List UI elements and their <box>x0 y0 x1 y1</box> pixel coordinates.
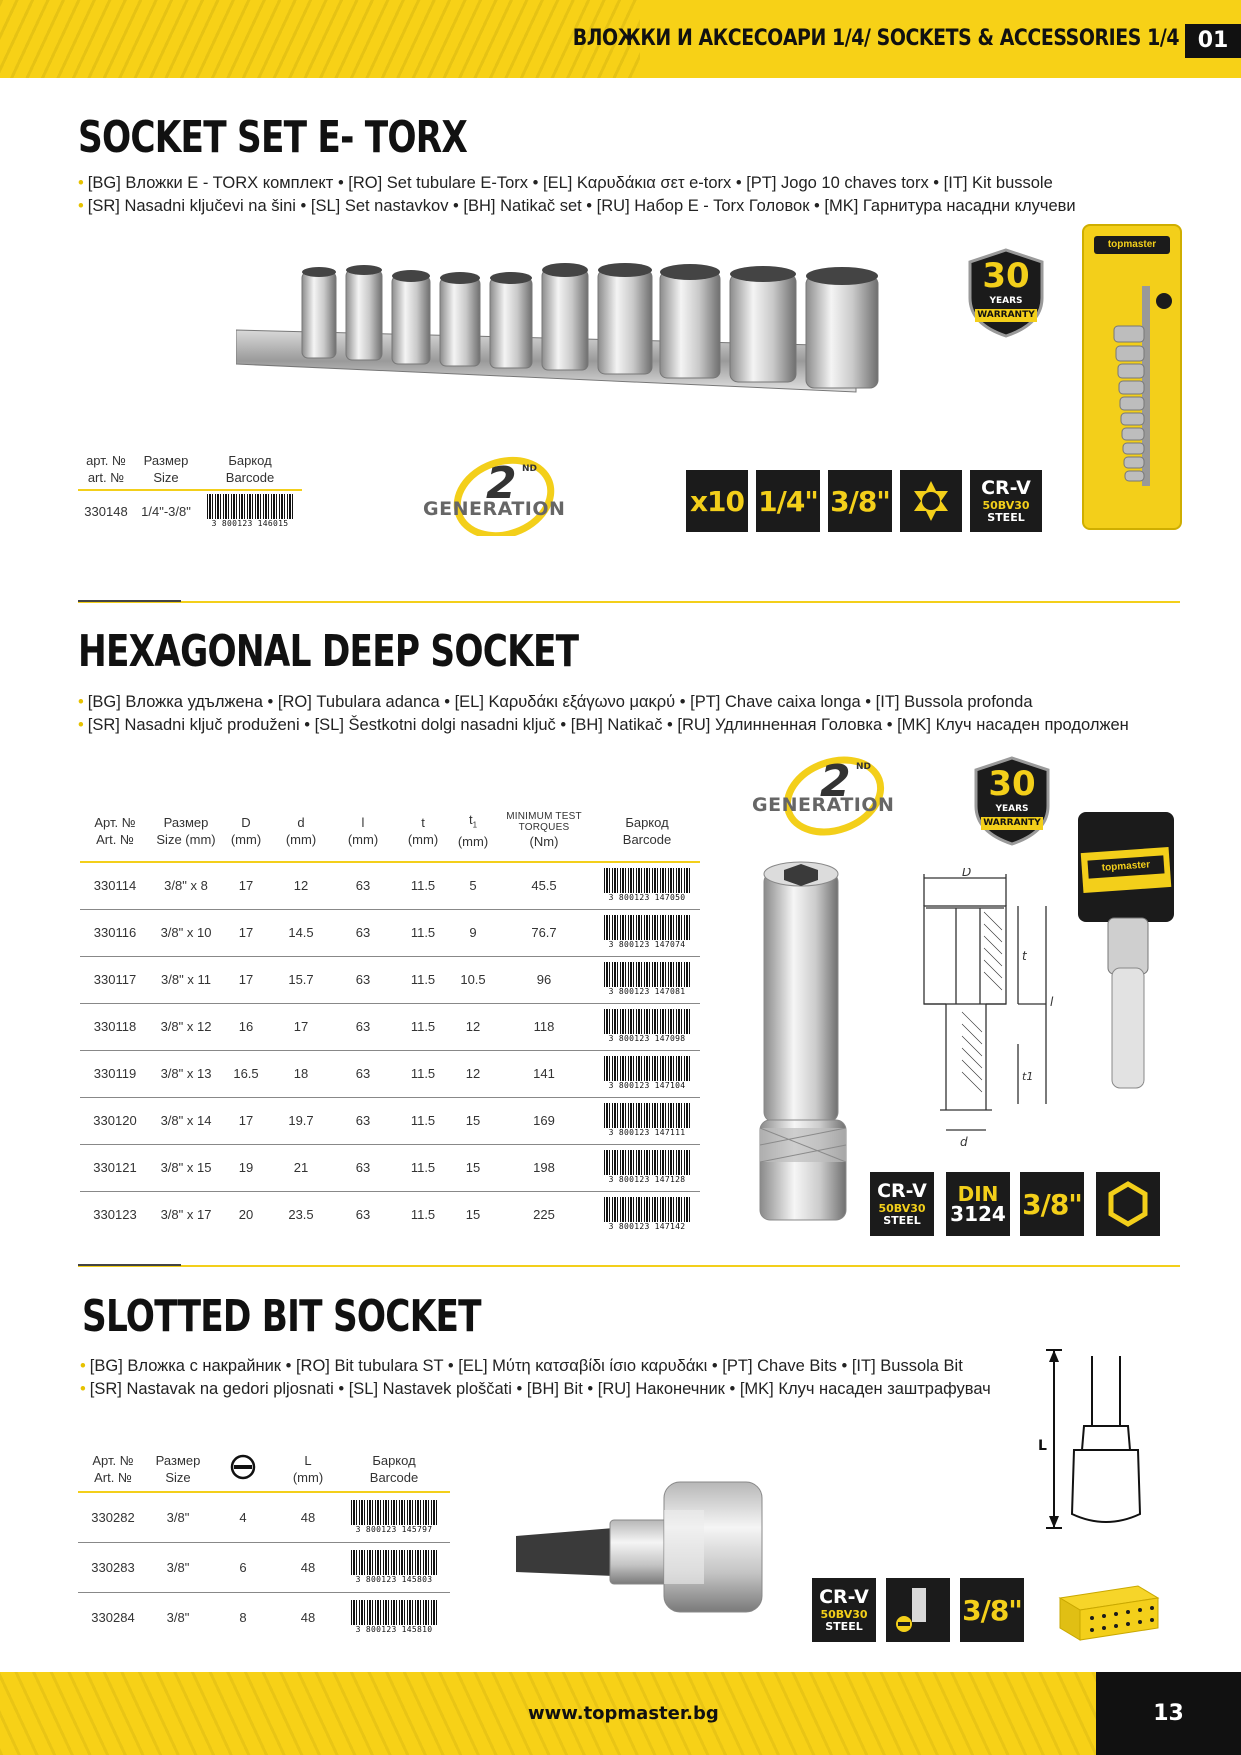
cell-L: 48 <box>278 1542 338 1592</box>
cell-d: 14.5 <box>270 909 332 956</box>
cell-art: 330117 <box>80 956 150 1003</box>
deep-socket-image <box>758 858 850 1230</box>
slotted-bit-socket-image <box>514 1470 774 1630</box>
cell-t1: 12 <box>452 1050 494 1097</box>
drawing-label-L: L <box>1038 1438 1047 1454</box>
drawing-label-t: t <box>1022 949 1027 963</box>
barcode: 3 800123 145797 <box>348 1498 440 1534</box>
badge-drive-3-8: 3/8" <box>960 1578 1024 1642</box>
cell-art: 330116 <box>80 909 150 956</box>
cell-d: 12 <box>270 862 332 909</box>
section-divider <box>78 601 1180 603</box>
table-row <box>80 956 700 1003</box>
cell-L: 48 <box>278 1592 338 1642</box>
cell-size: 3/8" <box>148 1492 208 1542</box>
cell-l: 63 <box>332 956 394 1003</box>
col-size: Размер Size <box>148 1446 208 1492</box>
col-art: Арт. № Art. № <box>80 800 150 862</box>
cell-slot: 4 <box>208 1492 278 1542</box>
col-size: Размер Size <box>134 448 198 490</box>
packaging-box-image <box>1054 1580 1164 1642</box>
cell-barcode <box>594 1003 700 1050</box>
table-row <box>80 1003 700 1050</box>
cell-t: 11.5 <box>394 956 452 1003</box>
cell-t1: 15 <box>452 1144 494 1191</box>
cell-D: 19 <box>222 1144 270 1191</box>
col-t1: $t_1$ (mm) <box>452 800 494 862</box>
cell-barcode <box>594 1191 700 1238</box>
cell-barcode <box>594 1050 700 1097</box>
cell-D: 17 <box>222 956 270 1003</box>
package-brand: topmaster <box>1087 855 1164 878</box>
table-row <box>78 490 302 532</box>
cell-size: 3/8" <box>148 1592 208 1642</box>
barcode: 3 800123 147111 <box>601 1101 693 1137</box>
slotted-tip-icon <box>230 1454 256 1480</box>
col-l: l (mm) <box>332 800 394 862</box>
barcode: 3 800123 147081 <box>601 960 693 996</box>
badge-count: x10 <box>686 470 748 532</box>
cell-slot: 6 <box>208 1542 278 1592</box>
section2-description: • [BG] Вложка удължена • [RO] Tubulara adanca • [EL] Καρυδάκι εξάγωνο μακρύ • [PT] Chave caixa longa • [IT] Bussola profonda • [SR] Nasadni ključ produženi • [SL] Šestkotni dolgi nasadni ključ • [BH] Natikač • [RU] Удлинненная Головка • [MK] Клуч насаден продолжен <box>78 693 1129 734</box>
barcode: 3 800123 147098 <box>601 1007 693 1043</box>
barcode: 3 800123 145810 <box>348 1598 440 1634</box>
cell-d: 15.7 <box>270 956 332 1003</box>
cell-torque: 169 <box>494 1097 594 1144</box>
cell-D: 17 <box>222 1097 270 1144</box>
badge-drive-1-4: 1/4" <box>756 470 820 532</box>
cell-torque: 76.7 <box>494 909 594 956</box>
drawing-label-D: D <box>962 868 972 879</box>
cell-barcode <box>338 1542 450 1592</box>
package-brand: topmaster <box>1094 236 1170 254</box>
footer-url[interactable]: www.topmaster.bg <box>528 1703 719 1724</box>
section1-title: SOCKET SET E- TORX <box>78 112 468 163</box>
cell-size: 1/4"-3/8" <box>141 504 191 519</box>
cell-size: 3/8" x 13 <box>150 1050 222 1097</box>
col-L: L (mm) <box>278 1446 338 1492</box>
barcode: 3 800123 147128 <box>601 1148 693 1184</box>
cell-t1: 12 <box>452 1003 494 1050</box>
package-image <box>1072 812 1182 1112</box>
badge-crv-steel: CR-V 50BV30 STEEL <box>812 1578 876 1642</box>
section2-title: HEXAGONAL DEEP SOCKET <box>78 626 579 677</box>
cell-t: 11.5 <box>394 862 452 909</box>
table-row <box>80 909 700 956</box>
cell-barcode <box>338 1492 450 1542</box>
cell-art: 330283 <box>78 1542 148 1592</box>
bit-dimension-drawing <box>1032 1346 1160 1536</box>
section3-table <box>78 1446 450 1642</box>
page-number: 13 <box>1096 1672 1241 1755</box>
cell-t1: 5 <box>452 862 494 909</box>
cell-size: 3/8" x 11 <box>150 956 222 1003</box>
cell-d: 21 <box>270 1144 332 1191</box>
section2-desc-line2: [SR] Nasadni ključ produženi • [SL] Šestkotni dolgi nasadni ključ • [BH] Natikač • [RU] Удлинненная Головка • [MK] Клуч насаден продолжен <box>87 716 1129 734</box>
cell-l: 63 <box>332 1144 394 1191</box>
generation-logo: 2 ND GENERATION <box>748 756 918 836</box>
cell-size: 3/8" x 12 <box>150 1003 222 1050</box>
cell-art: 330148 <box>84 504 128 519</box>
cell-D: 16.5 <box>222 1050 270 1097</box>
col-d: d (mm) <box>270 800 332 862</box>
cell-size: 3/8" x 17 <box>150 1191 222 1238</box>
section3-desc-line1: [BG] Вложка с накрайник • [RO] Bit tubulara ST • [EL] Μύτη κατσαβίδι ίσιο καρυδάκι • [PT] Chave Bits • [IT] Bussola Bit <box>89 1357 963 1375</box>
cell-t: 11.5 <box>394 1097 452 1144</box>
cell-t1: 9 <box>452 909 494 956</box>
cell-barcode <box>198 490 302 532</box>
table-row <box>78 1492 450 1542</box>
table-row <box>80 862 700 909</box>
cell-t1: 15 <box>452 1097 494 1144</box>
torx-socket-set-image <box>236 248 896 416</box>
cell-l: 63 <box>332 1097 394 1144</box>
table-row <box>78 1542 450 1592</box>
table-row <box>78 1592 450 1642</box>
drawing-label-l: l <box>1050 995 1054 1009</box>
cell-L: 48 <box>278 1492 338 1542</box>
section3-title: SLOTTED BIT SOCKET <box>82 1291 481 1342</box>
table-row <box>80 1144 700 1191</box>
cell-art: 330118 <box>80 1003 150 1050</box>
drawing-label-t1: t1 <box>1022 1070 1034 1083</box>
cell-barcode <box>594 956 700 1003</box>
cell-size: 3/8" x 8 <box>150 862 222 909</box>
cell-l: 63 <box>332 1003 394 1050</box>
col-size: Размер Size (mm) <box>150 800 222 862</box>
barcode: 3 800123 147050 <box>601 866 693 902</box>
cell-D: 20 <box>222 1191 270 1238</box>
table-row <box>80 1191 700 1238</box>
cell-barcode <box>594 862 700 909</box>
cell-slot: 8 <box>208 1592 278 1642</box>
package-image <box>1082 224 1182 530</box>
cell-art: 330121 <box>80 1144 150 1191</box>
cell-t: 11.5 <box>394 1144 452 1191</box>
badge-drive-3-8: 3/8" <box>1020 1172 1084 1236</box>
cell-torque: 45.5 <box>494 862 594 909</box>
section-divider <box>78 1265 1180 1267</box>
cell-l: 63 <box>332 862 394 909</box>
cell-d: 18 <box>270 1050 332 1097</box>
cell-art: 330114 <box>80 862 150 909</box>
section1-desc-line2: [SR] Nasadni ključevi na šini • [SL] Set nastavkov • [BH] Natikač set • [RU] Набор E - Torx Головок • [MK] Гарнитура насадни клучеви <box>87 197 1076 215</box>
chapter-badge: 01 <box>1185 24 1241 58</box>
cell-art: 330282 <box>78 1492 148 1542</box>
col-slot <box>208 1446 278 1492</box>
barcode: 3 800123 147074 <box>601 913 693 949</box>
section3-desc-line2: [SR] Nastavak na gedori pljosnati • [SL] Nastavek ploščati • [BH] Bit • [RU] Наконечник • [MK] Клуч насаден заштрафувач <box>89 1380 991 1398</box>
technical-drawing <box>896 868 1060 1150</box>
cell-t: 11.5 <box>394 909 452 956</box>
cell-torque: 118 <box>494 1003 594 1050</box>
cell-d: 19.7 <box>270 1097 332 1144</box>
warranty-shield: 30 YEARS WARRANTY <box>966 248 1046 338</box>
cell-torque: 198 <box>494 1144 594 1191</box>
cell-d: 23.5 <box>270 1191 332 1238</box>
cell-t: 11.5 <box>394 1191 452 1238</box>
cell-torque: 225 <box>494 1191 594 1238</box>
cell-size: 3/8" x 14 <box>150 1097 222 1144</box>
col-barcode: Баркод Barcode <box>198 448 302 490</box>
badge-drive-3-8: 3/8" <box>828 470 892 532</box>
cell-t1: 15 <box>452 1191 494 1238</box>
cell-art: 330284 <box>78 1592 148 1642</box>
cell-D: 16 <box>222 1003 270 1050</box>
cell-D: 17 <box>222 862 270 909</box>
barcode: 3 800123 146015 <box>204 492 296 528</box>
section1-table <box>78 448 302 532</box>
cell-l: 63 <box>332 1191 394 1238</box>
slotted-bit-icon <box>886 1578 950 1642</box>
cell-t: 11.5 <box>394 1003 452 1050</box>
col-art: арт. № art. № <box>78 448 134 490</box>
barcode: 3 800123 147104 <box>601 1054 693 1090</box>
col-D: D (mm) <box>222 800 270 862</box>
cell-size: 3/8" x 15 <box>150 1144 222 1191</box>
col-barcode: Баркод Barcode <box>594 800 700 862</box>
barcode: 3 800123 145803 <box>348 1548 440 1584</box>
package-sockets-icon <box>1084 266 1184 516</box>
section2-table <box>80 800 700 1238</box>
badge-crv-steel: CR-V 50BV30 STEEL <box>870 1172 934 1236</box>
cell-size: 3/8" <box>148 1542 208 1592</box>
badge-crv-steel: CR-V 50BV30 STEEL <box>970 470 1042 532</box>
cell-barcode <box>594 909 700 956</box>
cell-barcode <box>594 1097 700 1144</box>
hexagon-icon <box>1096 1172 1160 1236</box>
section1-desc-line1: [BG] Вложки E - TORX комплект • [RO] Set tubulare E-Torx • [EL] Καρυδάκια σετ e-torx • [PT] Jogo 10 chaves torx • [IT] Kit bussole <box>87 174 1053 192</box>
table-row <box>80 1097 700 1144</box>
package-socket-icon <box>1072 908 1182 1108</box>
cell-D: 17 <box>222 909 270 956</box>
cell-torque: 96 <box>494 956 594 1003</box>
col-barcode: Баркод Barcode <box>338 1446 450 1492</box>
section3-description: • [BG] Вложка с накрайник • [RO] Bit tubulara ST • [EL] Μύτη κατσαβίδι ίσιο καρυδάκι • [PT] Chave Bits • [IT] Bussola Bit • [SR] Nastavak na gedori pljosnati • [SL] Nastavek ploščati • [BH] Bit • [RU] Наконечник • [MK] Клуч насаден заштрафувач <box>80 1357 991 1398</box>
cell-art: 330123 <box>80 1191 150 1238</box>
drawing-label-d: d <box>960 1135 968 1149</box>
cell-torque: 141 <box>494 1050 594 1097</box>
cell-t1: 10.5 <box>452 956 494 1003</box>
warranty-shield: 30 YEARS WARRANTY <box>972 756 1052 846</box>
cell-l: 63 <box>332 909 394 956</box>
torx-star-icon <box>900 470 962 532</box>
cell-size: 3/8" x 10 <box>150 909 222 956</box>
badge-din: DIN 3124 <box>946 1172 1010 1236</box>
cell-art: 330120 <box>80 1097 150 1144</box>
col-torque: MINIMUM TEST TORQUES (Nm) <box>494 800 594 862</box>
cell-barcode <box>338 1592 450 1642</box>
barcode: 3 800123 147142 <box>601 1195 693 1231</box>
generation-logo: 2 ND GENERATION <box>418 456 588 536</box>
section2-desc-line1: [BG] Вложка удължена • [RO] Tubulara adanca • [EL] Καρυδάκι εξάγωνο μακρύ • [PT] Chave caixa longa • [IT] Bussola profonda <box>87 693 1033 711</box>
header-title: ВЛОЖКИ И АКСЕСОАРИ 1/4/ SOCKETS & ACCESSORIES 1/4 <box>572 26 1179 51</box>
cell-art: 330119 <box>80 1050 150 1097</box>
table-row <box>80 1050 700 1097</box>
col-art: Арт. № Art. № <box>78 1446 148 1492</box>
col-t: t (mm) <box>394 800 452 862</box>
cell-l: 63 <box>332 1050 394 1097</box>
cell-d: 17 <box>270 1003 332 1050</box>
cell-t: 11.5 <box>394 1050 452 1097</box>
section1-description: • [BG] Вложки E - TORX комплект • [RO] Set tubulare E-Torx • [EL] Καρυδάκια σετ e-torx • [PT] Jogo 10 chaves torx • [IT] Kit bussole • [SR] Nasadni ključevi na šini • [SL] Set nastavkov • [BH] Natikač set • [RU] Набор E - Torx Головок • [MK] Гарнитура насадни клучеви <box>78 174 1076 215</box>
cell-barcode <box>594 1144 700 1191</box>
